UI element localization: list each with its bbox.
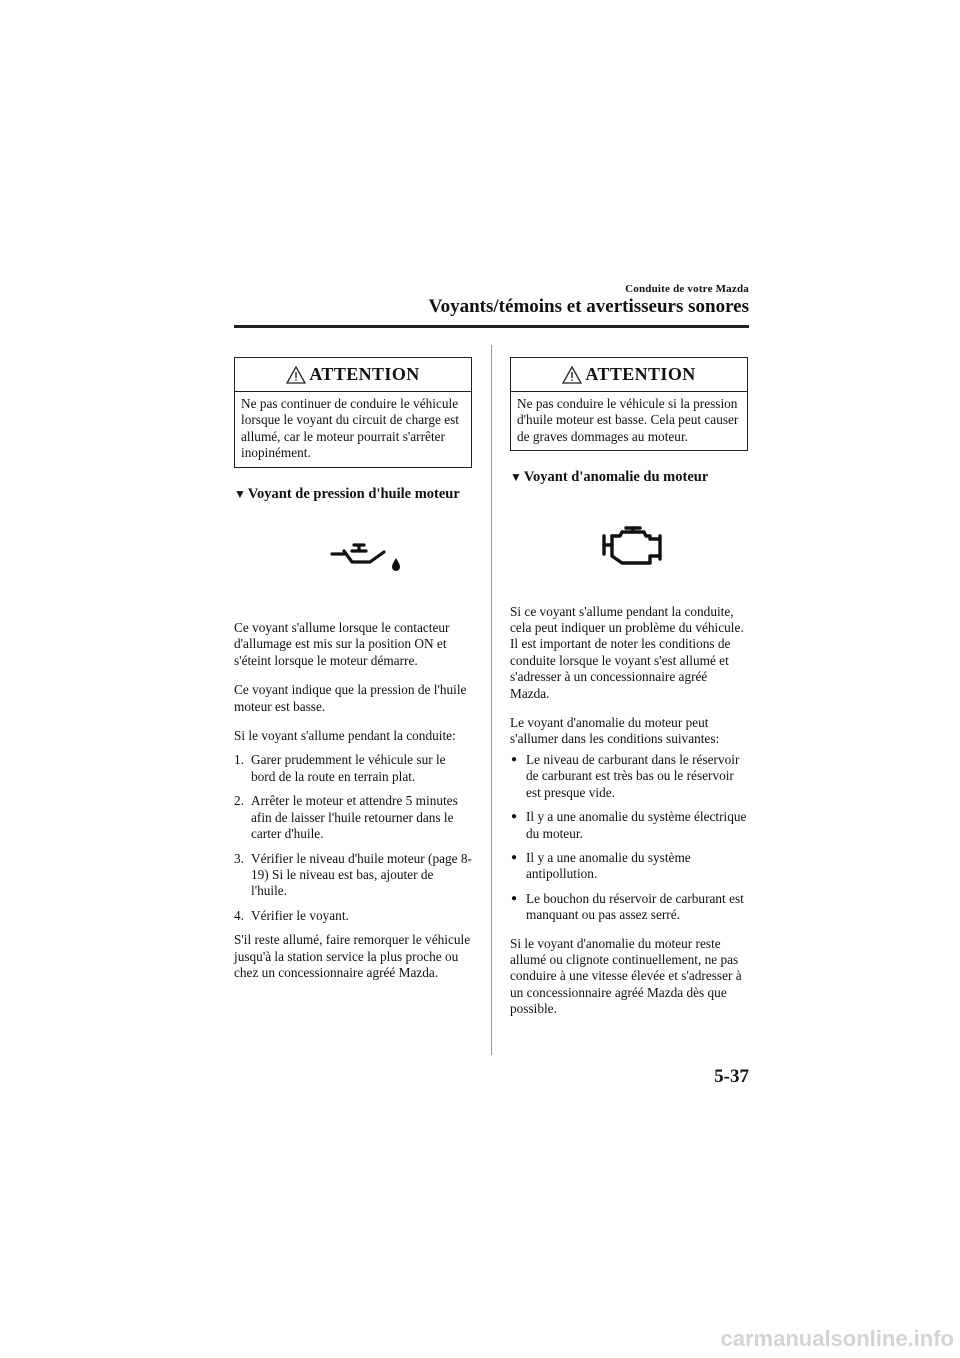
triangle-bullet-icon: ▼ bbox=[510, 470, 522, 485]
attention-title: ATTENTION bbox=[309, 364, 420, 385]
watermark: carmanualsonline.info bbox=[720, 1326, 954, 1351]
warning-triangle-icon bbox=[562, 366, 582, 384]
paragraph: Le voyant d'anomalie du moteur peut s'allumer dans les conditions suivantes: bbox=[510, 715, 720, 747]
bullet-dot-icon: ● bbox=[511, 892, 518, 904]
list-item bbox=[234, 793, 472, 842]
attention-text: Ne pas conduire le véhicule si la pression d'huile moteur est basse. Cela peut causer de graves dommages au moteur. bbox=[517, 396, 739, 444]
attention-title: ATTENTION bbox=[585, 364, 696, 385]
left-column bbox=[234, 357, 472, 994]
steps-list bbox=[234, 752, 472, 924]
attention-header bbox=[235, 358, 471, 392]
list-item bbox=[510, 891, 748, 924]
bullet-dot-icon: ● bbox=[511, 811, 518, 823]
list-item bbox=[234, 752, 472, 785]
bullet-text: Il y a une anomalie du système antipollution. bbox=[526, 849, 691, 882]
warning-triangle-icon bbox=[286, 366, 306, 384]
section-heading-oil-pressure bbox=[234, 486, 472, 502]
step-number: 2. bbox=[234, 793, 244, 809]
oil-can-icon bbox=[330, 542, 404, 574]
closing-paragraph: Si le voyant d'anomalie du moteur reste allumé ou clignote continuellement, ne pas conduire à une vitesse élevée et s'adresser à un concessionnaire agréé Mazda dès que possible. bbox=[510, 935, 742, 1017]
step-text: Garer prudemment le véhicule sur le bord de la route en terrain plat. bbox=[251, 752, 446, 784]
step-number: 1. bbox=[234, 752, 244, 768]
attention-box-right bbox=[510, 357, 748, 451]
step-number: 4. bbox=[234, 907, 244, 923]
oil-icon-wrapper bbox=[234, 542, 472, 582]
section-heading-engine-malfunction bbox=[510, 469, 748, 485]
section-title: Voyant d'anomalie du moteur bbox=[523, 469, 709, 486]
closing-paragraph: S'il reste allumé, faire remorquer le véhicule jusqu'à la station service la plus proche ou chez un concessionnaire agréé Mazda. bbox=[234, 932, 471, 980]
list-item bbox=[510, 850, 748, 883]
paragraph: Ce voyant indique que la pression de l'huile moteur est basse. bbox=[234, 682, 467, 714]
bullet-text: Le bouchon du réservoir de carburant est manquant ou pas assez serré. bbox=[526, 890, 744, 923]
paragraph: Si le voyant s'allume pendant la conduite: bbox=[234, 728, 456, 744]
engine-icon-wrapper bbox=[510, 526, 748, 566]
section-title: Voyant de pression d'huile moteur bbox=[247, 485, 460, 502]
list-item bbox=[234, 851, 472, 900]
column-divider bbox=[491, 345, 492, 1055]
step-number: 3. bbox=[234, 850, 244, 866]
page-title: Voyants/témoins et avertisseurs sonores bbox=[428, 296, 749, 317]
engine-icon bbox=[602, 526, 670, 566]
step-text: Vérifier le niveau d'huile moteur (page 8-19) Si le niveau est bas, ajouter de l'huile. bbox=[251, 850, 472, 899]
paragraph: Si ce voyant s'allume pendant la conduite, cela peut indiquer un problème du véhicule. Il est important de noter les conditions de conduite lorsque le voyant s'est allumé et s'adresser à un concessionnaire agréé Mazda. bbox=[510, 603, 744, 701]
header-rule bbox=[234, 325, 749, 328]
right-column bbox=[510, 357, 748, 1031]
step-text: Vérifier le voyant. bbox=[251, 907, 349, 923]
bullet-text: Il y a une anomalie du système électrique du moteur. bbox=[526, 809, 747, 841]
page-number: 5-37 bbox=[714, 1066, 749, 1087]
list-item bbox=[234, 908, 472, 924]
attention-text: Ne pas continuer de conduire le véhicule lorsque le voyant du circuit de charge est allumé, car le moteur pourrait s'arrêter inopinément. bbox=[241, 396, 459, 461]
conditions-list bbox=[510, 752, 748, 924]
triangle-bullet-icon: ▼ bbox=[234, 486, 246, 501]
bullet-dot-icon: ● bbox=[511, 851, 518, 863]
paragraph: Ce voyant s'allume lorsque le contacteur d'allumage est mis sur la position ON et s'éteint lorsque le moteur démarre. bbox=[234, 620, 450, 668]
list-item bbox=[510, 752, 748, 801]
attention-header bbox=[511, 358, 747, 392]
bullet-dot-icon: ● bbox=[511, 753, 518, 765]
bullet-text: Le niveau de carburant dans le réservoir de carburant est très bas ou le réservoir est presque vide. bbox=[526, 751, 740, 800]
header-section-label: Conduite de votre Mazda bbox=[625, 283, 749, 295]
list-item bbox=[510, 809, 748, 842]
attention-box-left bbox=[234, 357, 472, 468]
step-text: Arrêter le moteur et attendre 5 minutes afin de laisser l'huile retourner dans le carter d'huile. bbox=[251, 793, 458, 842]
